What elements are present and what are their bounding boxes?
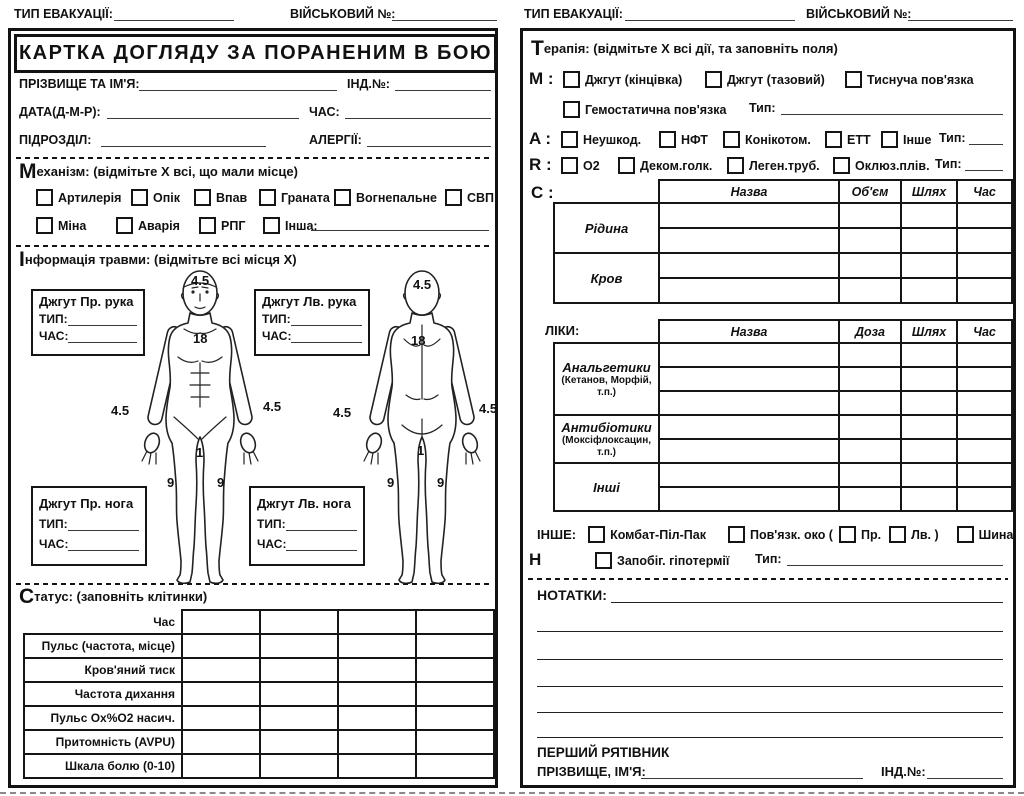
pct-front-pelvis: 1 [196, 445, 204, 460]
m-hemostatic[interactable] [563, 101, 726, 118]
status-cell[interactable] [182, 610, 260, 634]
eye-dressing-label: Пов'язк. око ( [749, 527, 833, 542]
mechanism-initial: М [19, 160, 37, 183]
status-cell[interactable] [182, 634, 260, 658]
status-cell[interactable] [182, 706, 260, 730]
tq-title: Джгут Лв. нога [257, 496, 352, 511]
a-cric-label: Конікотом. [745, 132, 811, 147]
tq-time-label: ЧАС: [262, 329, 292, 343]
r-occlusive[interactable] [833, 157, 930, 174]
status-row-time-label: Час [153, 614, 175, 629]
r-chest-tube[interactable] [727, 157, 820, 174]
m-type-field[interactable] [781, 114, 1003, 115]
checkbox[interactable] [839, 526, 856, 543]
a-intact[interactable] [561, 131, 641, 148]
status-cell[interactable] [416, 706, 494, 730]
tq-title: Джгут Пр. нога [39, 496, 134, 511]
name-label: ПРІЗВИЩЕ ТА ІМ'Я: [19, 77, 140, 91]
meds-cell[interactable] [659, 463, 839, 487]
tourniquet-right-arm-box [31, 289, 145, 356]
status-cell[interactable] [182, 658, 260, 682]
meds-cell[interactable] [901, 463, 957, 487]
combat-pill-pack-label: Комбат-Піл-Пак [610, 527, 706, 542]
checkbox[interactable] [259, 189, 276, 206]
meds-col-dose: Доза [839, 320, 901, 343]
tq-title: Джгут Лв. рука [262, 294, 357, 309]
id-number-field[interactable] [395, 90, 491, 91]
mech-other[interactable] [263, 217, 318, 234]
c-cell[interactable] [659, 203, 839, 228]
meds-cell[interactable] [659, 367, 839, 391]
mech-ied[interactable] [445, 189, 494, 206]
status-initial: С [19, 585, 35, 608]
pct-back-right-thigh: 9 [437, 475, 445, 490]
h-hypothermia[interactable] [595, 552, 729, 569]
m-tq-pelvic[interactable] [705, 71, 825, 88]
injury-initial: І [19, 248, 25, 271]
notes-line[interactable] [537, 712, 1003, 713]
separator [16, 157, 490, 159]
therapy-initial: Т [531, 37, 544, 60]
status-table [23, 609, 495, 779]
status-cell[interactable] [416, 634, 494, 658]
m-tq-limb[interactable] [563, 71, 682, 88]
body-diagram-back[interactable] [356, 267, 488, 587]
status-cell[interactable] [260, 706, 338, 730]
status-cell[interactable] [416, 754, 494, 778]
id-number-label: ІНД.№: [347, 77, 390, 91]
checkbox[interactable] [199, 217, 216, 234]
notes-line[interactable] [537, 631, 1003, 632]
status-cell[interactable] [182, 754, 260, 778]
other-label: ІНШЕ: [537, 527, 577, 542]
status-row-spo2-label: Пульс Ох%О2 насич. [24, 706, 182, 730]
unit-label: ПІДРОЗДІЛ: [19, 133, 92, 147]
c-cell[interactable] [901, 253, 957, 278]
c-group-blood: Кров [554, 253, 659, 303]
allergies-field[interactable] [367, 146, 491, 147]
mech-gunshot[interactable] [334, 189, 437, 206]
status-cell[interactable] [338, 682, 416, 706]
c-cell[interactable] [957, 253, 1012, 278]
mech-other-label: Інша: [285, 218, 318, 233]
status-hint: (заповніть клітинки) [76, 589, 208, 604]
tq-time-label: ЧАС: [39, 537, 69, 551]
r-o2-label: О2 [583, 158, 600, 173]
tq-type-label: ТИП: [39, 517, 68, 531]
meds-cell[interactable] [957, 343, 1012, 367]
r-occlusive-label: Оклюз.плів. [855, 158, 930, 173]
checkbox[interactable] [723, 131, 740, 148]
mech-artillery[interactable] [36, 189, 121, 206]
status-cell[interactable] [416, 658, 494, 682]
mech-burn[interactable] [131, 189, 180, 206]
other-row [537, 526, 1013, 543]
a-npa-label: НФТ [681, 132, 708, 147]
tq-type-field[interactable] [286, 517, 357, 531]
injury-hint: (відмітьте всі місця X) [154, 252, 297, 267]
notes-line[interactable] [611, 602, 1003, 603]
checkbox[interactable] [659, 131, 676, 148]
body-diagram-front[interactable] [134, 267, 266, 587]
status-cell[interactable] [260, 754, 338, 778]
evac-type-label-left: ТИП ЕВАКУАЦІЇ: [14, 7, 113, 21]
meds-cell[interactable] [839, 415, 901, 439]
c-cell[interactable] [957, 278, 1012, 303]
injury-title: нформація травми: [24, 252, 154, 267]
status-cell[interactable] [338, 754, 416, 778]
tq-time-label: ЧАС: [39, 329, 69, 343]
military-number-field-left[interactable] [392, 20, 497, 21]
notes-line[interactable] [537, 659, 1003, 660]
status-cell[interactable] [260, 658, 338, 682]
tq-time-field[interactable] [68, 329, 137, 343]
c-cell[interactable] [957, 228, 1012, 253]
status-cell[interactable] [416, 730, 494, 754]
c-col-route: Шлях [901, 180, 957, 203]
tq-type-field[interactable] [68, 517, 139, 531]
empty-corner [554, 320, 659, 343]
checkbox[interactable] [131, 189, 148, 206]
status-cell[interactable] [338, 634, 416, 658]
tourniquet-left-leg-box [249, 486, 365, 566]
eye-left-label: Лв. ) [911, 527, 939, 542]
responder-name-label: ПРІЗВИЩЕ, ІМ'Я: [537, 764, 646, 779]
therapy-header [531, 37, 838, 60]
meds-group-antibiotics [554, 415, 659, 463]
pct-back-left-arm: 4.5 [333, 405, 352, 420]
checkbox[interactable] [889, 526, 906, 543]
mechanism-header [19, 160, 298, 183]
unit-field[interactable] [101, 146, 266, 147]
time-field[interactable] [345, 118, 491, 119]
a-intact-label: Неушкод. [583, 132, 642, 147]
march-a-letter: A : [529, 129, 552, 148]
status-cell[interactable] [260, 610, 338, 634]
notes-label: НОТАТКИ: [537, 587, 607, 603]
antibiotics-label: Антибіотики [561, 420, 652, 435]
pct-front-head: 4.5 [191, 273, 210, 288]
date-label: ДАТА(Д-М-Р): [19, 105, 101, 119]
m-tq-limb-label: Джгут (кінцівка) [585, 72, 683, 87]
evac-type-field-left[interactable] [114, 20, 234, 21]
checkbox[interactable] [334, 189, 351, 206]
evac-type-label-right: ТИП ЕВАКУАЦІЇ: [524, 7, 623, 21]
meds-cell[interactable] [957, 463, 1012, 487]
status-header [19, 585, 208, 608]
a-npa[interactable] [659, 131, 708, 148]
march-r-letter: R : [529, 155, 552, 174]
m-hemostatic-label: Гемостатична пов'язка [585, 102, 727, 117]
analgesics-label: Анальгетики [562, 360, 651, 375]
status-cell[interactable] [182, 730, 260, 754]
status-title: татус: [34, 589, 77, 604]
r-chest-tube-label: Леген.труб. [749, 158, 820, 173]
c-col-volume: Об'єм [839, 180, 901, 203]
meds-cell[interactable] [957, 415, 1012, 439]
splint-label: Шина [978, 527, 1014, 542]
checkbox[interactable] [595, 552, 612, 569]
meds-cell[interactable] [957, 487, 1012, 511]
separator [16, 583, 490, 585]
a-type-label: Тип: [939, 131, 966, 145]
tq-type-field[interactable] [68, 312, 137, 326]
status-cell[interactable] [416, 682, 494, 706]
checkbox[interactable] [825, 131, 842, 148]
meds-group-other: Інші [554, 463, 659, 511]
meds-label: ЛІКИ: [545, 323, 580, 338]
meds-cell[interactable] [659, 439, 839, 463]
meds-col-name: Назва [659, 320, 839, 343]
m-pressure-dressing[interactable] [845, 71, 974, 88]
pct-front-right-thigh: 9 [167, 475, 175, 490]
meds-col-time: Час [957, 320, 1012, 343]
pct-front-right-arm: 4.5 [111, 403, 130, 418]
a-ett-label: ЕТТ [847, 132, 871, 147]
mech-rpg[interactable] [199, 217, 245, 234]
meds-cell[interactable] [901, 439, 957, 463]
tq-time-field[interactable] [291, 329, 362, 343]
r-type-field[interactable] [965, 170, 1003, 171]
front-page [8, 28, 498, 788]
analgesics-examples: (Кетанов, Морфій, т.п.) [561, 375, 652, 398]
r-type-label: Тип: [935, 157, 962, 171]
status-cell[interactable] [416, 610, 494, 634]
pct-back-pelvis: 1 [417, 443, 425, 458]
status-cell[interactable] [260, 730, 338, 754]
mechanism-title: еханізм: [36, 164, 94, 179]
c-cell[interactable] [901, 278, 957, 303]
r-o2[interactable] [561, 157, 600, 174]
c-cell[interactable] [839, 253, 901, 278]
checkbox[interactable] [881, 131, 898, 148]
status-cell[interactable] [338, 658, 416, 682]
status-row-avpu-label: Притомність (AVPU) [24, 730, 182, 754]
pct-back-torso: 18 [411, 333, 426, 348]
evac-type-field-right[interactable] [625, 20, 795, 21]
meds-cell[interactable] [659, 487, 839, 511]
meds-cell[interactable] [839, 367, 901, 391]
checkbox[interactable] [563, 101, 580, 118]
meds-cell[interactable] [901, 367, 957, 391]
tq-type-label: ТИП: [262, 312, 291, 326]
h-hypothermia-label: Запобіг. гіпотермії [617, 553, 730, 568]
mechanism-hint: (відмітьте X всі, що мали місце) [93, 164, 298, 179]
h-type-field[interactable] [787, 565, 1003, 566]
therapy-hint: (відмітьте X всі дії, та заповніть поля) [593, 41, 838, 56]
checkbox[interactable] [618, 157, 635, 174]
r-needle-label: Деком.голк. [640, 158, 713, 173]
mech-fall[interactable] [194, 189, 247, 206]
mech-gunshot-label: Вогнепальне [356, 190, 437, 205]
mech-grenade[interactable] [259, 189, 330, 206]
mech-mine[interactable] [36, 217, 86, 234]
status-row-resp-label: Частота дихання [24, 682, 182, 706]
meds-table [553, 319, 1013, 512]
checkbox[interactable] [194, 189, 211, 206]
cut-line [0, 792, 1024, 794]
tq-title: Джгут Пр. рука [39, 294, 134, 309]
pct-front-left-arm: 4.5 [263, 399, 282, 414]
c-cell[interactable] [957, 203, 1012, 228]
responder-id-field[interactable] [927, 778, 1003, 779]
meds-cell[interactable] [659, 343, 839, 367]
checkbox[interactable] [588, 526, 605, 543]
c-cell[interactable] [901, 228, 957, 253]
notes-line[interactable] [537, 686, 1003, 687]
name-field[interactable] [139, 90, 337, 91]
h-type-label: Тип: [755, 552, 782, 566]
a-other[interactable] [881, 131, 931, 148]
checkbox[interactable] [445, 189, 462, 206]
meds-cell[interactable] [957, 367, 1012, 391]
tq-time-field[interactable] [286, 537, 357, 551]
c-col-name: Назва [659, 180, 839, 203]
meds-cell[interactable] [957, 439, 1012, 463]
mech-grenade-label: Граната [281, 190, 330, 205]
tourniquet-right-leg-box [31, 486, 147, 566]
checkbox[interactable] [561, 131, 578, 148]
checkbox[interactable] [263, 217, 280, 234]
checkbox[interactable] [116, 217, 133, 234]
status-cell[interactable] [260, 682, 338, 706]
m-pressure-dressing-label: Тиснуча пов'язка [867, 72, 974, 87]
therapy-title: ерапія: [543, 41, 594, 56]
meds-cell[interactable] [901, 391, 957, 415]
checkbox[interactable] [833, 157, 850, 174]
meds-cell[interactable] [839, 391, 901, 415]
r-needle-decompression[interactable] [618, 157, 712, 174]
mech-mine-label: Міна [58, 218, 87, 233]
military-number-label-right: ВІЙСЬКОВИЙ №: [806, 7, 912, 21]
responder-name-field[interactable] [641, 778, 863, 779]
meds-cell[interactable] [901, 343, 957, 367]
military-number-label-left: ВІЙСЬКОВИЙ №: [290, 7, 396, 21]
mech-accident-label: Аварія [138, 218, 180, 233]
notes-line[interactable] [537, 737, 1003, 738]
military-number-field-right[interactable] [908, 20, 1013, 21]
c-cell[interactable] [839, 278, 901, 303]
eye-right-label: Пр. [860, 527, 882, 542]
mech-rpg-label: РПГ [221, 218, 246, 233]
date-field[interactable] [107, 118, 299, 119]
checkbox[interactable] [728, 526, 745, 543]
meds-cell[interactable] [839, 487, 901, 511]
status-cell[interactable] [338, 610, 416, 634]
pct-back-left-thigh: 9 [387, 475, 395, 490]
checkbox[interactable] [36, 189, 53, 206]
pct-back-right-arm: 4.5 [479, 401, 498, 416]
tourniquet-left-arm-box [254, 289, 370, 356]
checkbox[interactable] [845, 71, 862, 88]
status-cell[interactable] [260, 634, 338, 658]
meds-cell[interactable] [901, 487, 957, 511]
meds-cell[interactable] [659, 391, 839, 415]
status-cell[interactable] [182, 682, 260, 706]
tq-type-field[interactable] [291, 312, 362, 326]
status-row-pain-label: Шкала болю (0-10) [24, 754, 182, 778]
allergies-label: АЛЕРГІЇ: [309, 133, 362, 147]
responder-id-label: ІНД.№: [881, 764, 926, 779]
tq-type-label: ТИП: [39, 312, 68, 326]
c-cell[interactable] [659, 228, 839, 253]
a-ett[interactable] [825, 131, 871, 148]
separator [528, 578, 1008, 580]
antibiotics-examples: (Моксіфлоксацин, т.п.) [561, 435, 652, 458]
tq-time-field[interactable] [68, 537, 139, 551]
circulation-table [553, 179, 1013, 304]
pct-front-torso: 18 [193, 331, 208, 346]
meds-cell[interactable] [839, 343, 901, 367]
first-responder-title: ПЕРШИЙ РЯТІВНИК [537, 745, 670, 760]
meds-cell[interactable] [839, 463, 901, 487]
mech-ied-label: СВП [467, 190, 495, 205]
march-m-letter: M : [529, 69, 554, 88]
injury-header [19, 248, 297, 271]
meds-cell[interactable] [659, 415, 839, 439]
march-h-letter: Н [529, 550, 542, 569]
time-label: ЧАС: [309, 105, 340, 119]
m-tq-pelvic-label: Джгут (тазовий) [727, 72, 825, 87]
a-type-field[interactable] [969, 144, 1003, 145]
c-group-fluids: Рідина [554, 203, 659, 253]
mech-accident[interactable] [116, 217, 180, 234]
c-cell[interactable] [659, 253, 839, 278]
c-cell[interactable] [839, 203, 901, 228]
empty-corner [554, 180, 659, 203]
status-cell[interactable] [338, 706, 416, 730]
c-cell[interactable] [901, 203, 957, 228]
mech-burn-label: Опік [153, 190, 181, 205]
status-cell[interactable] [338, 730, 416, 754]
checkbox[interactable] [705, 71, 722, 88]
card-title: КАРТКА ДОГЛЯДУ ЗА ПОРАНЕНИМ В БОЮ [14, 34, 497, 73]
meds-cell[interactable] [839, 439, 901, 463]
back-page [520, 28, 1016, 788]
c-col-time: Час [957, 180, 1012, 203]
checkbox[interactable] [563, 71, 580, 88]
checkbox[interactable] [727, 157, 744, 174]
status-row-pulse-label: Пульс (частота, місце) [24, 634, 182, 658]
meds-col-route: Шлях [901, 320, 957, 343]
m-type-label: Тип: [749, 101, 776, 115]
a-other-label: Інше [903, 132, 932, 147]
meds-group-analgesics [554, 343, 659, 415]
meds-cell[interactable] [957, 391, 1012, 415]
checkbox[interactable] [957, 526, 974, 543]
a-cric[interactable] [723, 131, 811, 148]
c-cell[interactable] [659, 278, 839, 303]
tq-type-label: ТИП: [257, 517, 286, 531]
c-cell[interactable] [839, 228, 901, 253]
pct-front-left-thigh: 9 [217, 475, 225, 490]
separator [16, 245, 490, 247]
checkbox[interactable] [36, 217, 53, 234]
march-c-letter: C : [531, 183, 554, 202]
checkbox[interactable] [561, 157, 578, 174]
meds-cell[interactable] [901, 415, 957, 439]
mech-other-field[interactable] [311, 230, 489, 231]
mech-fall-label: Впав [216, 190, 248, 205]
tq-time-label: ЧАС: [257, 537, 287, 551]
status-row-bp-label: Кров'яний тиск [24, 658, 182, 682]
pct-back-head: 4.5 [413, 277, 432, 292]
mech-artillery-label: Артилерія [58, 190, 122, 205]
